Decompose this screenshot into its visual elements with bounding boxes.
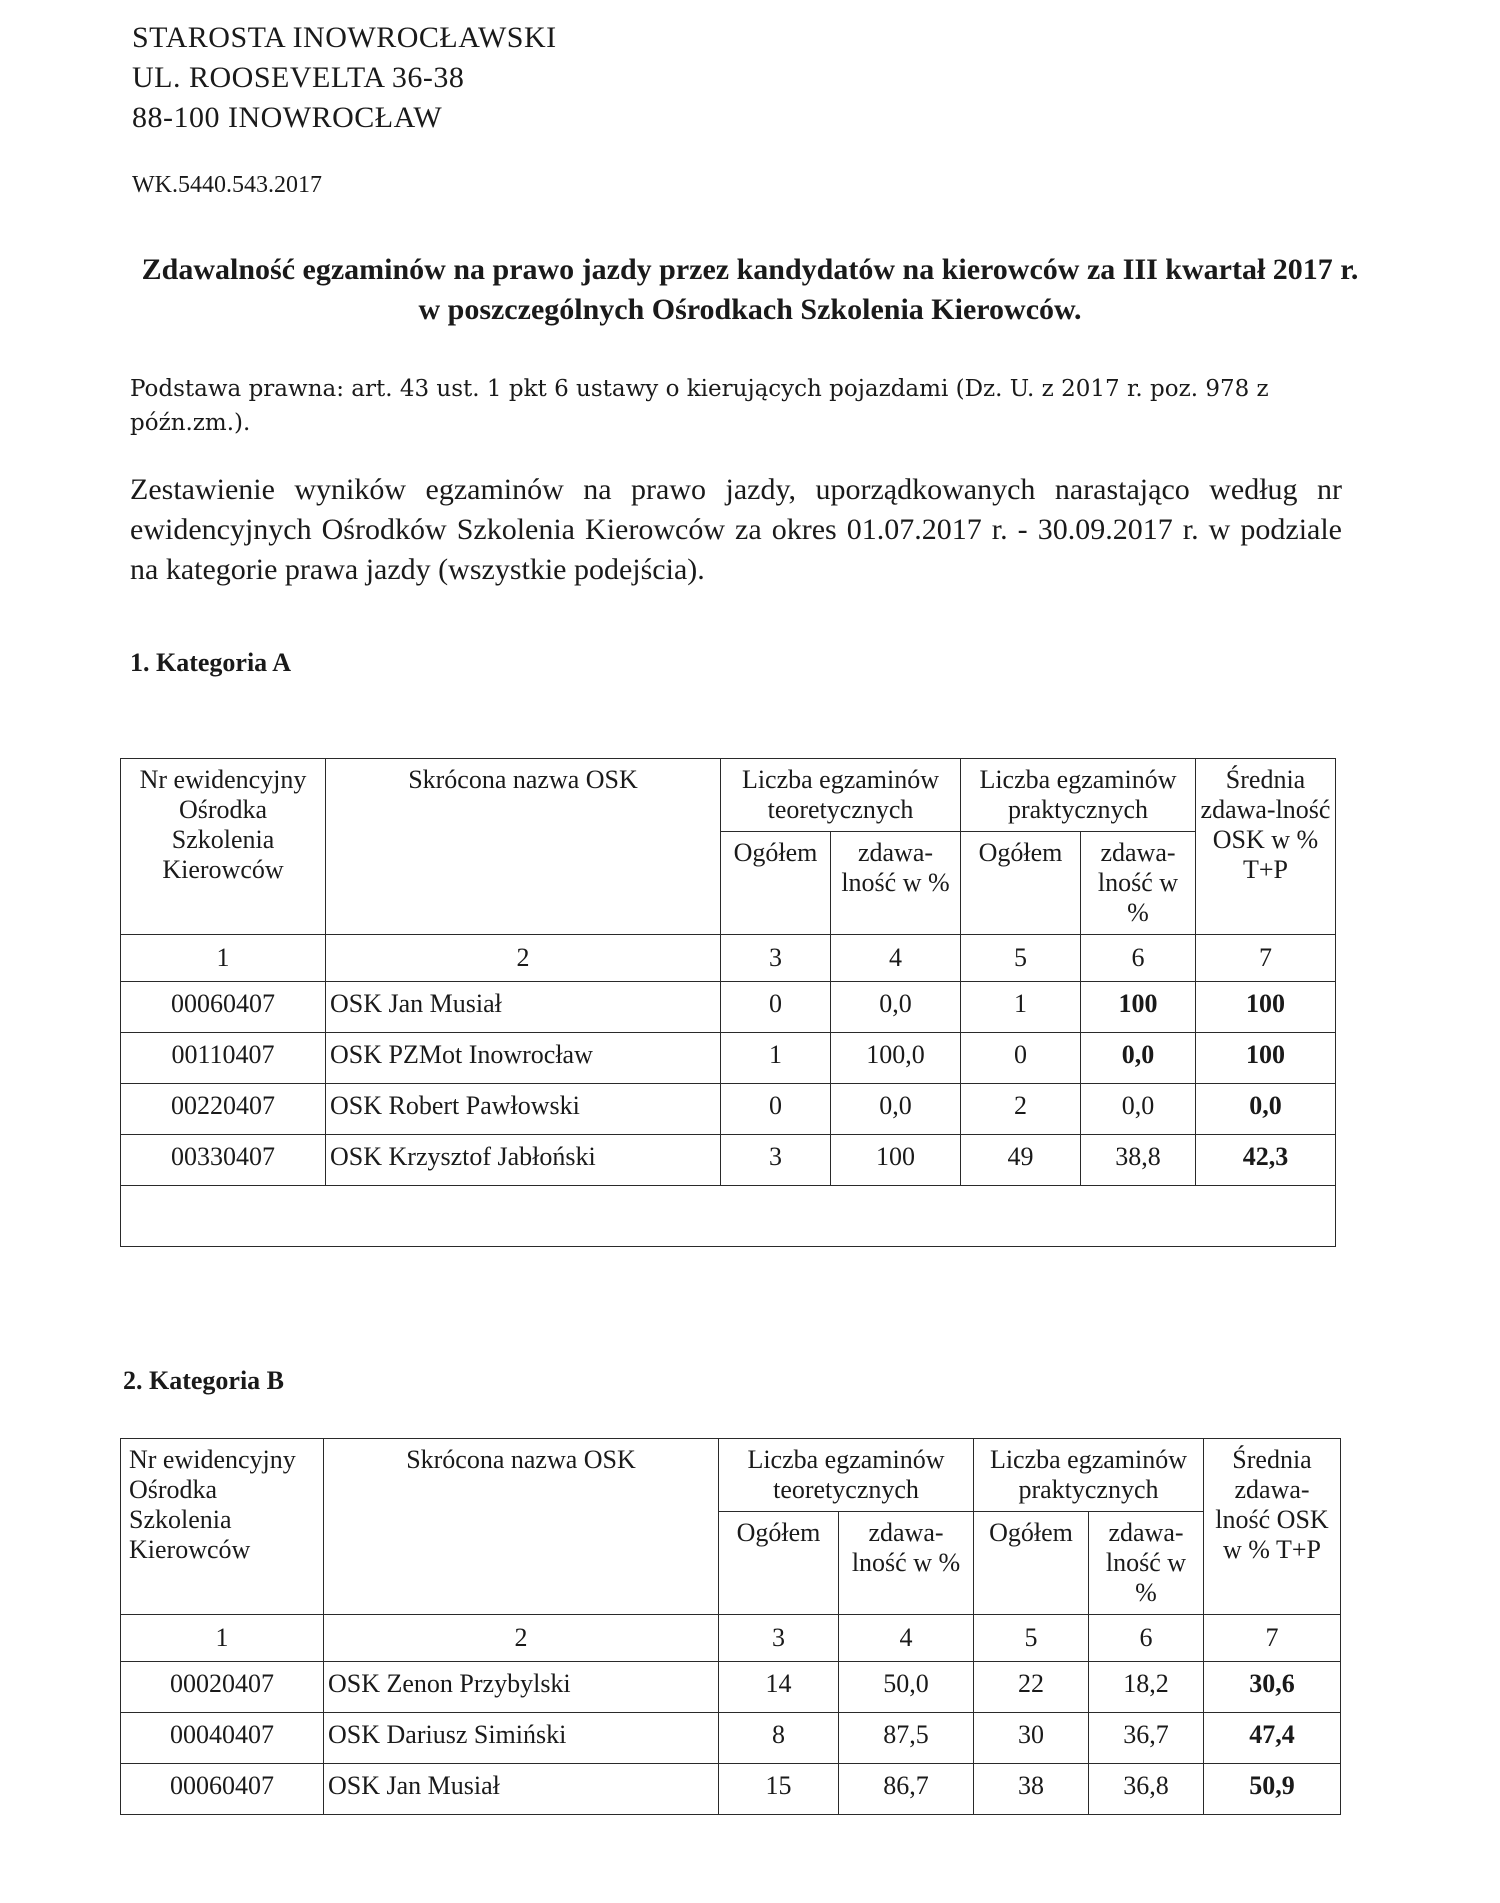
header-practice-rate: zdawa-lność w % <box>1081 832 1196 935</box>
cell-average: 42,3 <box>1196 1135 1336 1186</box>
cell-average: 100 <box>1196 982 1336 1033</box>
header-theory: Liczba egzaminów teoretycznych <box>721 759 961 832</box>
section-label-category-b: 2. Kategoria B <box>123 1366 285 1395</box>
cell-name: OSK PZMot Inowrocław <box>326 1033 721 1084</box>
column-number-row <box>121 935 1336 982</box>
column-number: 3 <box>719 1615 839 1662</box>
cell-practice-rate: 18,2 <box>1089 1662 1204 1713</box>
header-practice-rate: zdawa-lność w % <box>1089 1512 1204 1615</box>
document-reference: WK.5440.543.2017 <box>132 172 322 198</box>
empty-row <box>121 1186 1336 1247</box>
cell-theory-rate: 0,0 <box>831 1084 961 1135</box>
cell-practice-total: 1 <box>961 982 1081 1033</box>
column-number: 4 <box>831 935 961 982</box>
cell-practice-rate: 36,7 <box>1089 1713 1204 1764</box>
column-number: 2 <box>326 935 721 982</box>
cell-nr: 00020407 <box>121 1662 324 1713</box>
header-theory-rate: zdawa-lność w % <box>839 1512 974 1615</box>
header-average: Średnia zdawa-lność OSK w % T+P <box>1196 759 1336 935</box>
cell-theory-total: 3 <box>721 1135 831 1186</box>
cell-name: OSK Jan Musiał <box>326 982 721 1033</box>
cell-theory-rate: 87,5 <box>839 1713 974 1764</box>
table-row <box>121 1084 1336 1135</box>
cell-average: 30,6 <box>1204 1662 1341 1713</box>
cell-nr: 00220407 <box>121 1084 326 1135</box>
header-name: Skrócona nazwa OSK <box>326 759 721 935</box>
cell-practice-total: 22 <box>974 1662 1089 1713</box>
cell-practice-rate: 0,0 <box>1081 1084 1196 1135</box>
header-name: Skrócona nazwa OSK <box>324 1439 719 1615</box>
cell-theory-rate: 86,7 <box>839 1764 974 1815</box>
cell-practice-total: 0 <box>961 1033 1081 1084</box>
cell-theory-rate: 0,0 <box>831 982 961 1033</box>
cell-name: OSK Dariusz Simiński <box>324 1713 719 1764</box>
office-address <box>132 18 557 138</box>
cell-theory-rate: 50,0 <box>839 1662 974 1713</box>
section-label-category-a: 1. Kategoria A <box>130 648 292 677</box>
cell-theory-total: 8 <box>719 1713 839 1764</box>
cell-average: 50,9 <box>1204 1764 1341 1815</box>
header-theory-rate: zdawa-lność w % <box>831 832 961 935</box>
office-street: UL. ROOSEVELTA 36-38 <box>132 61 465 94</box>
cell-average: 100 <box>1196 1033 1336 1084</box>
results-table-category-b <box>120 1438 1341 1815</box>
empty-cell <box>121 1186 1336 1247</box>
cell-nr: 00060407 <box>121 1764 324 1815</box>
header-nr: Nr ewidencyjny Ośrodka Szkolenia Kierowców <box>121 759 326 935</box>
summary-paragraph: Zestawienie wyników egzaminów na prawo jazdy, uporządkowanych narastająco według nr ewidencyjnych Ośrodków Szkolenia Kierowców za okres 01.07.2017 r. - 30.09.2017 r. w podziale na kategorie prawa jazdy (wszystkie podejścia). <box>130 473 1342 586</box>
header-theory: Liczba egzaminów teoretycznych <box>719 1439 974 1512</box>
cell-practice-total: 49 <box>961 1135 1081 1186</box>
legal-basis: Podstawa prawna: art. 43 ust. 1 pkt 6 ustawy o kierujących pojazdami (Dz. U. z 2017 r. poz. 978 z późn.zm.). <box>130 376 1269 436</box>
cell-nr: 00330407 <box>121 1135 326 1186</box>
cell-theory-rate: 100 <box>831 1135 961 1186</box>
table-row <box>121 1033 1336 1084</box>
header-practice-total: Ogółem <box>974 1512 1089 1615</box>
cell-name: OSK Robert Pawłowski <box>326 1084 721 1135</box>
column-number: 2 <box>324 1615 719 1662</box>
cell-theory-total: 14 <box>719 1662 839 1713</box>
header-practice-total: Ogółem <box>961 832 1081 935</box>
cell-practice-total: 30 <box>974 1713 1089 1764</box>
office-name: STAROSTA INOWROCŁAWSKI <box>132 21 557 54</box>
cell-name: OSK Krzysztof Jabłoński <box>326 1135 721 1186</box>
cell-name: OSK Jan Musiał <box>324 1764 719 1815</box>
cell-name: OSK Zenon Przybylski <box>324 1662 719 1713</box>
cell-theory-rate: 100,0 <box>831 1033 961 1084</box>
results-table-category-a <box>120 758 1336 1247</box>
header-average: Średnia zdawa-lność OSK w % T+P <box>1204 1439 1341 1615</box>
column-number: 1 <box>121 1615 324 1662</box>
cell-average: 0,0 <box>1196 1084 1336 1135</box>
document-title: Zdawalność egzaminów na prawo jazdy przez kandydatów na kierowców za III kwartał 2017 r. w poszczególnych Ośrodkach Szkolenia Kierowców. <box>141 253 1359 326</box>
column-number: 4 <box>839 1615 974 1662</box>
column-number: 6 <box>1081 935 1196 982</box>
cell-practice-total: 2 <box>961 1084 1081 1135</box>
header-practice: Liczba egzaminów praktycznych <box>974 1439 1204 1512</box>
cell-theory-total: 0 <box>721 982 831 1033</box>
cell-average: 47,4 <box>1204 1713 1341 1764</box>
cell-practice-total: 38 <box>974 1764 1089 1815</box>
cell-nr: 00060407 <box>121 982 326 1033</box>
column-number: 7 <box>1204 1615 1341 1662</box>
cell-theory-total: 15 <box>719 1764 839 1815</box>
cell-nr: 00040407 <box>121 1713 324 1764</box>
column-number: 3 <box>721 935 831 982</box>
table-row <box>121 1662 1341 1713</box>
cell-practice-rate: 36,8 <box>1089 1764 1204 1815</box>
cell-practice-rate: 0,0 <box>1081 1033 1196 1084</box>
column-number: 5 <box>961 935 1081 982</box>
table-row <box>121 1135 1336 1186</box>
cell-theory-total: 0 <box>721 1084 831 1135</box>
column-number: 1 <box>121 935 326 982</box>
cell-nr: 00110407 <box>121 1033 326 1084</box>
cell-practice-rate: 38,8 <box>1081 1135 1196 1186</box>
column-number: 6 <box>1089 1615 1204 1662</box>
cell-practice-rate: 100 <box>1081 982 1196 1033</box>
column-number: 7 <box>1196 935 1336 982</box>
header-practice: Liczba egzaminów praktycznych <box>961 759 1196 832</box>
cell-theory-total: 1 <box>721 1033 831 1084</box>
header-theory-total: Ogółem <box>719 1512 839 1615</box>
header-theory-total: Ogółem <box>721 832 831 935</box>
table-row <box>121 1713 1341 1764</box>
table-row <box>121 982 1336 1033</box>
office-city: 88-100 INOWROCŁAW <box>132 101 443 134</box>
table-row <box>121 1764 1341 1815</box>
column-number-row <box>121 1615 1341 1662</box>
header-nr: Nr ewidencyjny Ośrodka Szkolenia Kierowców <box>121 1439 324 1615</box>
column-number: 5 <box>974 1615 1089 1662</box>
